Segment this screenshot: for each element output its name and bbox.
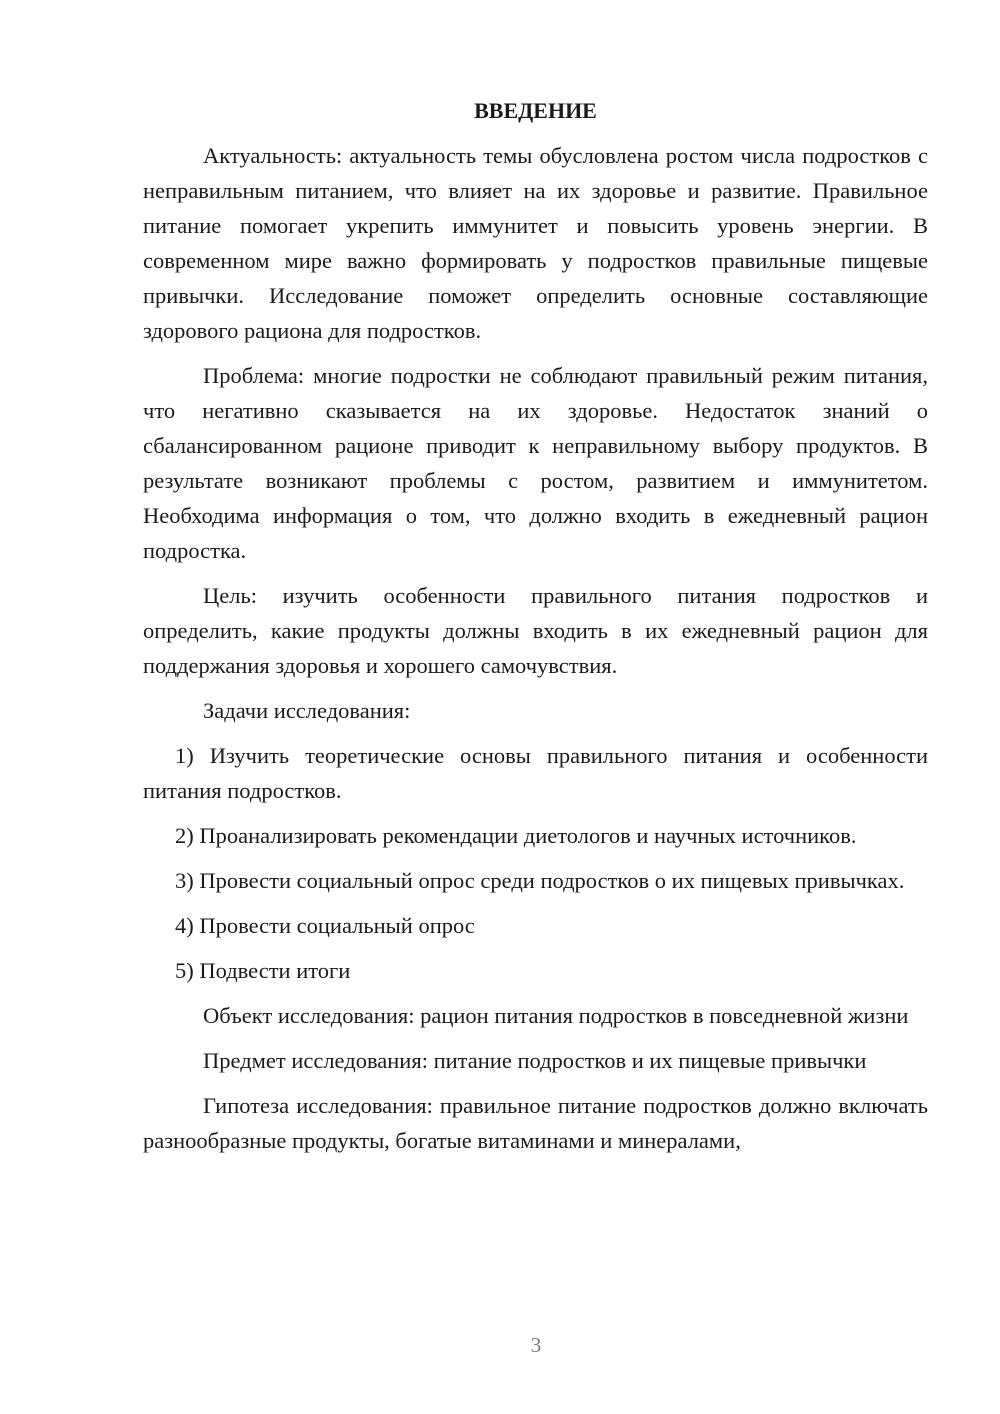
paragraph-relevance: Актуальность: актуальность темы обусловлена ростом числа подростков с неправильным питанием, что влияет на их здоровье и развитие. Правильное питание помогает укрепить иммунитет и повысить уровень энергии. В современном мире важно формировать у подростков правильные пищевые привычки. Исследование поможет определить основные составляющие здорового рациона для подростков. xyxy=(143,143,928,343)
paragraph-subject: Предмет исследования: питание подростков и их пищевые привычки xyxy=(203,1048,867,1073)
section-title: ВВЕДЕНИЕ xyxy=(474,98,597,123)
page-number: 3 xyxy=(530,1333,542,1357)
task-item-2: 2) Проанализировать рекомендации диетологов и научных источников. xyxy=(175,823,857,848)
tasks-heading: Задачи исследования: xyxy=(203,698,411,723)
paragraph-problem: Проблема: многие подростки не соблюдают правильный режим питания, что негативно сказывается на их здоровье. Недостаток знаний о сбалансированном рационе приводит к неправильному выбору продуктов. В результате возникают проблемы с ростом, развитием и иммунитетом. Необходима информация о том, что должно входить в ежедневный рацион подростка. xyxy=(143,363,928,563)
task-item-1: 1) Изучить теоретические основы правильного питания и особенности питания подростков. xyxy=(143,743,928,803)
task-item-3: 3) Провести социальный опрос среди подростков о их пищевых привычках. xyxy=(175,868,905,893)
paragraph-object: Объект исследования: рацион питания подростков в повседневной жизни xyxy=(203,1003,909,1028)
task-item-4: 4) Провести социальный опрос xyxy=(175,913,475,938)
task-item-5: 5) Подвести итоги xyxy=(175,958,351,983)
paragraph-hypothesis: Гипотеза исследования: правильное питание подростков должно включать разнообразные продукты, богатые витаминами и минералами, xyxy=(143,1093,928,1153)
document-page xyxy=(143,96,928,1158)
paragraph-goal: Цель: изучить особенности правильного питания подростков и определить, какие продукты должны входить в их ежедневный рацион для поддержания здоровья и хорошего самочувствия. xyxy=(143,583,928,678)
